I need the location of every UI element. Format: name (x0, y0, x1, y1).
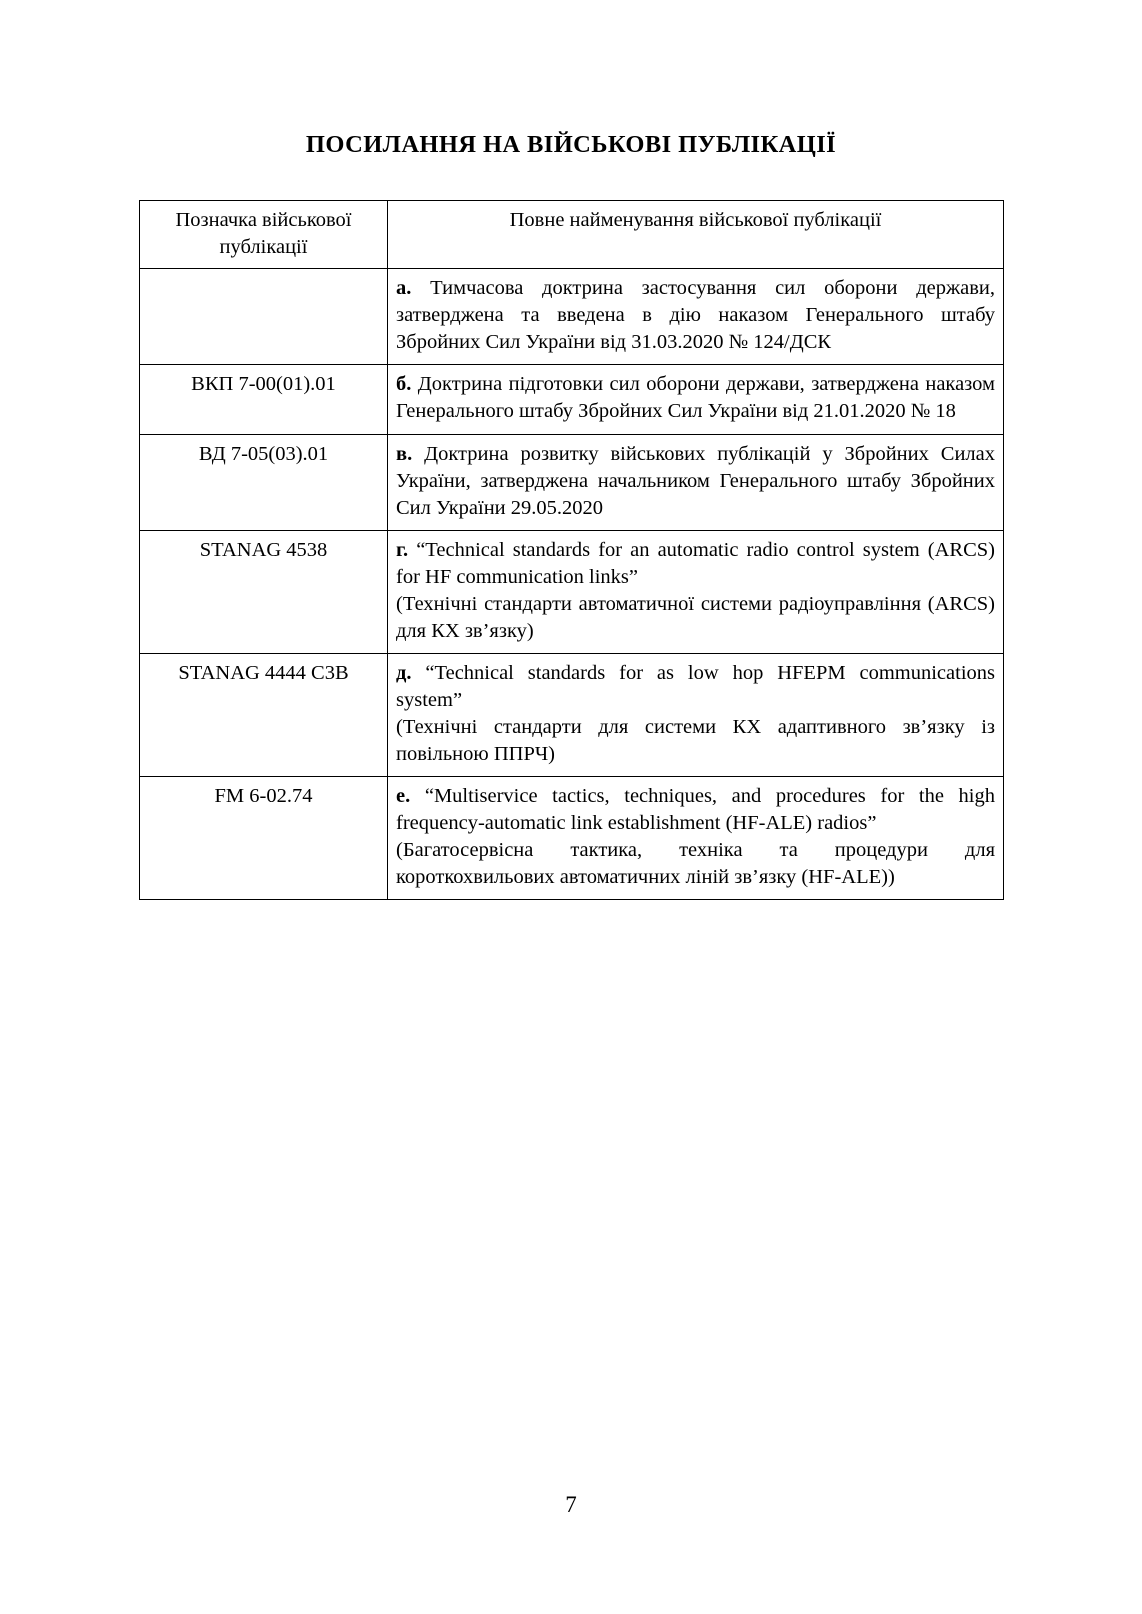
publication-name-text: “Multiservice tactics, techniques, and procedures for the high frequency-automatic link establishment (HF-ALE) radios” (396, 785, 995, 835)
publication-name-text: Доктрина підготовки сил оборони держави, затверджена наказом Генерального штабу Збройних Сил України від 21.01.2020 № 18 (396, 373, 995, 423)
publication-code: FM 6-02.74 (140, 777, 388, 900)
publication-name-note: (Технічні стандарти для системи КХ адаптивного зв’язку із повільною ППРЧ) (396, 715, 995, 765)
table-row (140, 530, 1004, 653)
table-header-row (140, 201, 1004, 269)
publication-name-text: Доктрина розвитку військових публікацій у Збройних Силах України, затверджена начальником Генерального штабу Збройних Сил України 29.05.2020 (396, 442, 996, 519)
publication-name (388, 530, 1004, 653)
publication-name-text: “Technical standards for an automatic radio control system (ARCS) for HF communication links” (396, 538, 995, 588)
publication-name (388, 434, 1004, 530)
table-row (140, 777, 1004, 900)
table-row (140, 269, 1004, 365)
item-marker: а. (396, 277, 412, 300)
publication-code (140, 269, 388, 365)
publication-code: ВД 7-05(03).01 (140, 434, 388, 530)
page-number: 7 (565, 1492, 577, 1517)
item-marker: д. (396, 661, 412, 684)
publication-name-note: (Технічні стандарти автоматичної системи радіоуправління (ARCS) для КХ зв’язку) (396, 592, 995, 642)
item-marker: г. (396, 538, 409, 561)
item-marker: б. (396, 373, 412, 396)
page-title: ПОСИЛАННЯ НА ВІЙСЬКОВІ ПУБЛІКАЦІЇ (305, 131, 837, 158)
publication-code: STANAG 4538 (140, 530, 388, 653)
publication-name-text: “Technical standards for as low hop HFEPM communications system” (396, 661, 995, 711)
table-row (140, 434, 1004, 530)
publication-code: ВКП 7-00(01).01 (140, 365, 388, 434)
column-header-code (140, 201, 388, 269)
column-header-name (388, 201, 1004, 269)
military-publications-table (139, 200, 1004, 900)
table-row (140, 365, 1004, 434)
publication-name-note: (Багатосервісна тактика, техніка та процедури для короткохвильових автоматичних ліній зв’язку (HF-ALE)) (396, 839, 995, 889)
publication-name (388, 777, 1004, 900)
publication-name (388, 653, 1004, 776)
publication-name (388, 269, 1004, 365)
publication-code: STANAG 4444 C3B (140, 653, 388, 776)
column-header-code-label: Позначка військової публікації (175, 209, 352, 258)
item-marker: е. (396, 785, 411, 808)
item-marker: в. (396, 442, 413, 465)
publication-name-text: Тимчасова доктрина застосування сил оборони держави, затверджена та введена в дію наказом Генерального штабу Збройних Сил України від 31.03.2020 № 124/ДСК (396, 277, 996, 354)
column-header-name-label: Повне найменування військової публікації (509, 209, 882, 231)
table-row (140, 653, 1004, 776)
publication-name (388, 365, 1004, 434)
